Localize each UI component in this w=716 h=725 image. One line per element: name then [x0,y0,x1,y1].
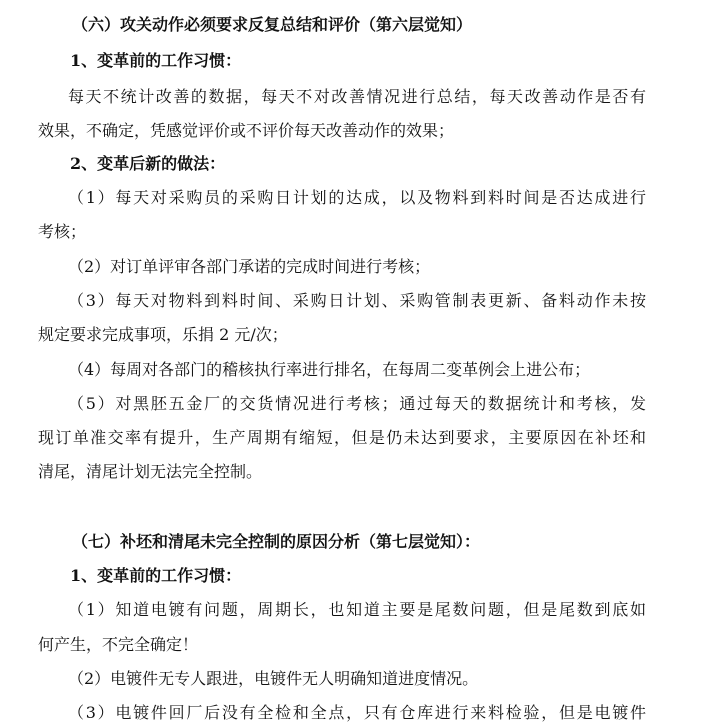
section-6-before-heading: 1、变革前的工作习惯： [70,51,242,70]
section-7-item-3-line-1: （3）电镀件回厂后没有全检和全点，只有仓库进行来料检验，但是电镀件 [68,703,646,722]
section-7-title: （七）补坯和清尾未完全控制的原因分析（第七层觉知）： [72,532,481,551]
section-6-before-text-line-2: 效果，不确定，凭感觉评价或不评价每天改善动作的效果； [38,121,455,140]
section-6-item-3-line-2: 规定要求完成事项，乐捐 2 元/次； [38,325,288,344]
section-6-item-3-line-1: （3）每天对物料到料时间、采购日计划、采购管制表更新、备料动作未按 [68,291,646,310]
section-7-before-heading: 1、变革前的工作习惯： [70,566,242,585]
section-6-before-text-line-1: 每天不统计改善的数据，每天不对改善情况进行总结，每天改善动作是否有 [68,87,646,106]
section-7-item-1-line-2: 何产生，不完全确定！ [38,635,199,654]
section-7-item-1-line-1: （1）知道电镀有问题，周期长，也知道主要是尾数问题，但是尾数到底如 [68,600,646,619]
section-6-item-5-line-1: （5）对黑胚五金厂的交货情况进行考核；通过每天的数据统计和考核，发 [68,394,646,413]
section-6-item-5-line-2: 现订单准交率有提升，生产周期有缩短，但是仍未达到要求，主要原因在补坯和 [38,428,646,447]
section-6-item-4-line-1: （4）每周对各部门的稽核执行率进行排名，在每周二变革例会上进公布； [68,360,591,379]
section-6-item-5-line-3: 清尾，清尾计划无法完全控制。 [38,462,263,481]
section-6-title: （六）攻关动作必须要求反复总结和评价（第六层觉知） [72,15,473,34]
section-6-item-1-line-2: 考核； [38,222,87,241]
section-7-item-2-line-1: （2）电镀件无专人跟进，电镀件无人明确知道进度情况。 [68,669,479,688]
section-6-after-heading: 2、变革后新的做法： [70,154,226,173]
section-6-item-2-line-1: （2）对订单评审各部门承诺的完成时间进行考核； [68,257,431,276]
section-6-item-1-line-1: （1）每天对采购员的采购日计划的达成，以及物料到料时间是否达成进行 [68,188,646,207]
